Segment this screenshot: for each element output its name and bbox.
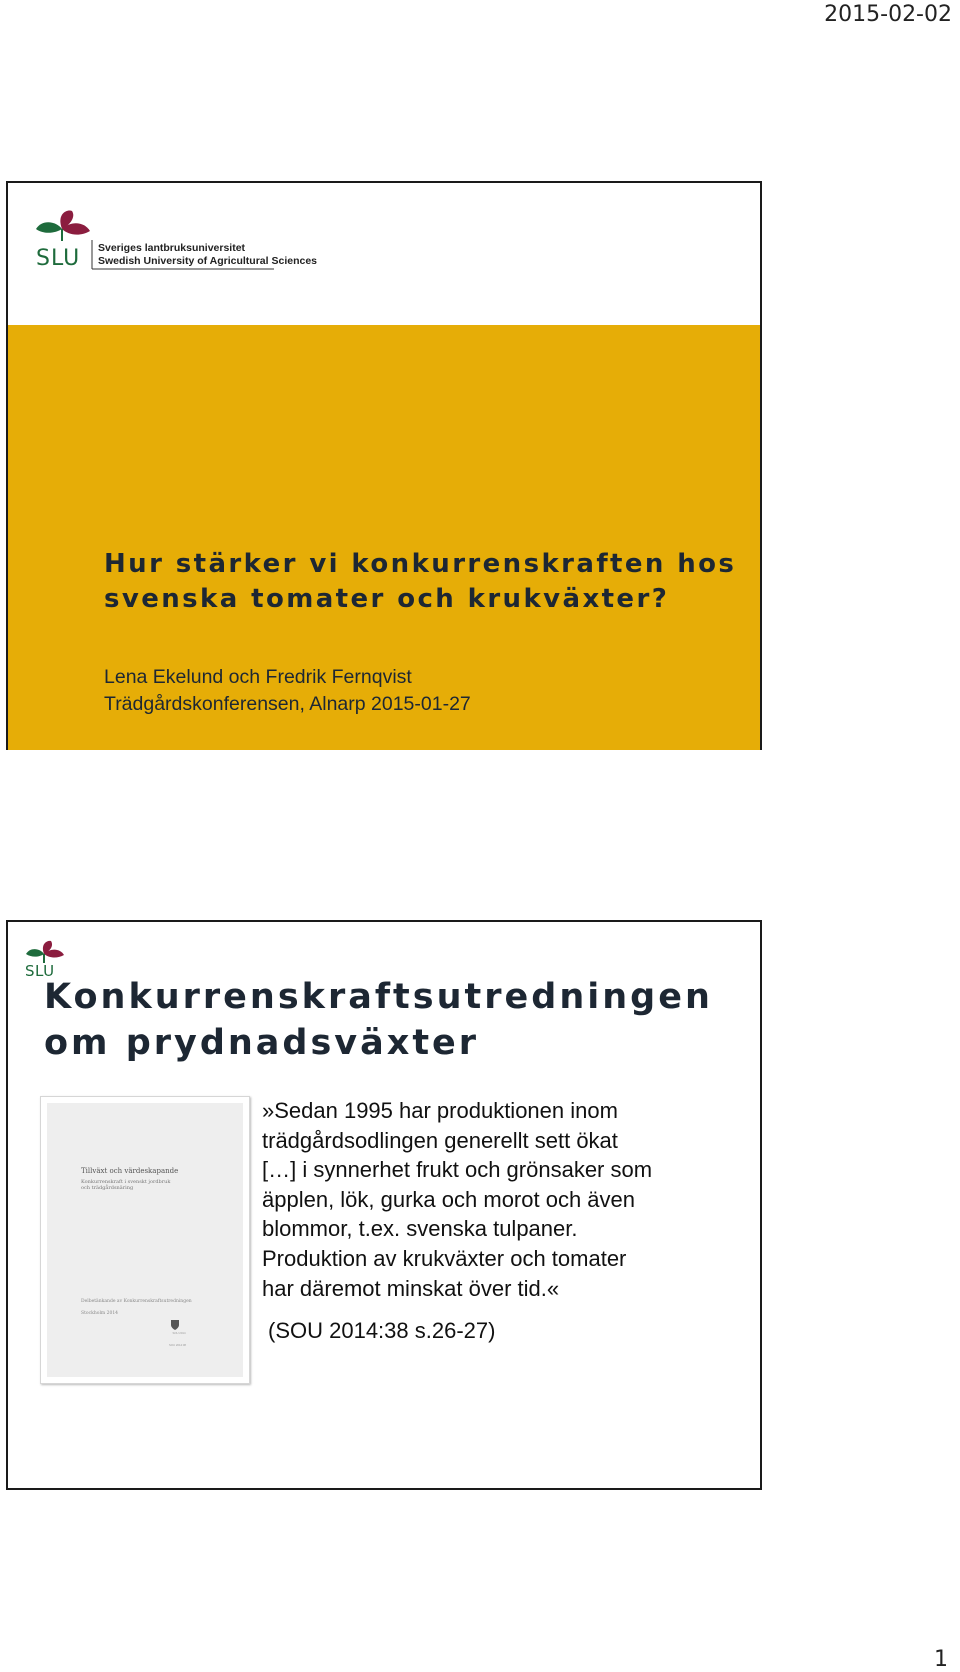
citation: (SOU 2014:38 s.26-27) bbox=[268, 1318, 496, 1343]
page-date: 2015-02-02 bbox=[824, 2, 952, 27]
slu-wordmark: SLU bbox=[36, 246, 81, 271]
slu-name-sv: Sveriges lantbruksuniversitet bbox=[98, 242, 246, 254]
slide-2-title: Konkurrenskraftsutredningen om prydnadsväxter bbox=[44, 977, 713, 1063]
report-publisher: Delbetänkande av Konkurrenskraftsutredningen bbox=[81, 1299, 192, 1304]
title-band bbox=[8, 325, 760, 750]
report-title: Tillväxt och värdeskapande bbox=[81, 1167, 179, 1175]
government-crest-icon bbox=[169, 1319, 181, 1331]
report-city: Stockholm 2014 bbox=[81, 1311, 119, 1316]
page-number: 1 bbox=[934, 1647, 948, 1672]
slu-logo bbox=[34, 207, 318, 276]
report-series: SOU 2014:38 bbox=[169, 1343, 186, 1347]
slide-1-title: Hur stärker vi konkurrenskraften hos svenska tomater och krukväxter? bbox=[104, 549, 737, 614]
slu-name-en: Swedish University of Agricultural Sciences bbox=[98, 255, 318, 267]
quote-text: »Sedan 1995 har produktionen inom trädgårdsodlingen generellt sett ökat […] i synnerhet frukt och grönsaker som äpplen, lök, gurka och morot och även blommor, t.ex. svenska tulpaner. Produktion av krukväxter och tomater har däremot minskat över tid.« bbox=[262, 1098, 653, 1301]
slu-leaf-icon bbox=[26, 941, 64, 963]
slide-1 bbox=[6, 181, 762, 750]
slu-leaf-icon bbox=[36, 211, 90, 241]
slide-2 bbox=[6, 920, 762, 1490]
report-cover-image bbox=[40, 1096, 250, 1384]
report-small-print: SOU 2014 bbox=[172, 1331, 186, 1335]
slu-wordmark-small: SLU bbox=[25, 962, 55, 980]
slide-1-subtitle: Lena Ekelund och Fredrik Fernqvist Trädgårdskonferensen, Alnarp 2015-01-27 bbox=[104, 666, 471, 715]
report-subtitle: Konkurrenskraft i svenskt jordbruk och trädgårdsnäring bbox=[81, 1179, 171, 1191]
